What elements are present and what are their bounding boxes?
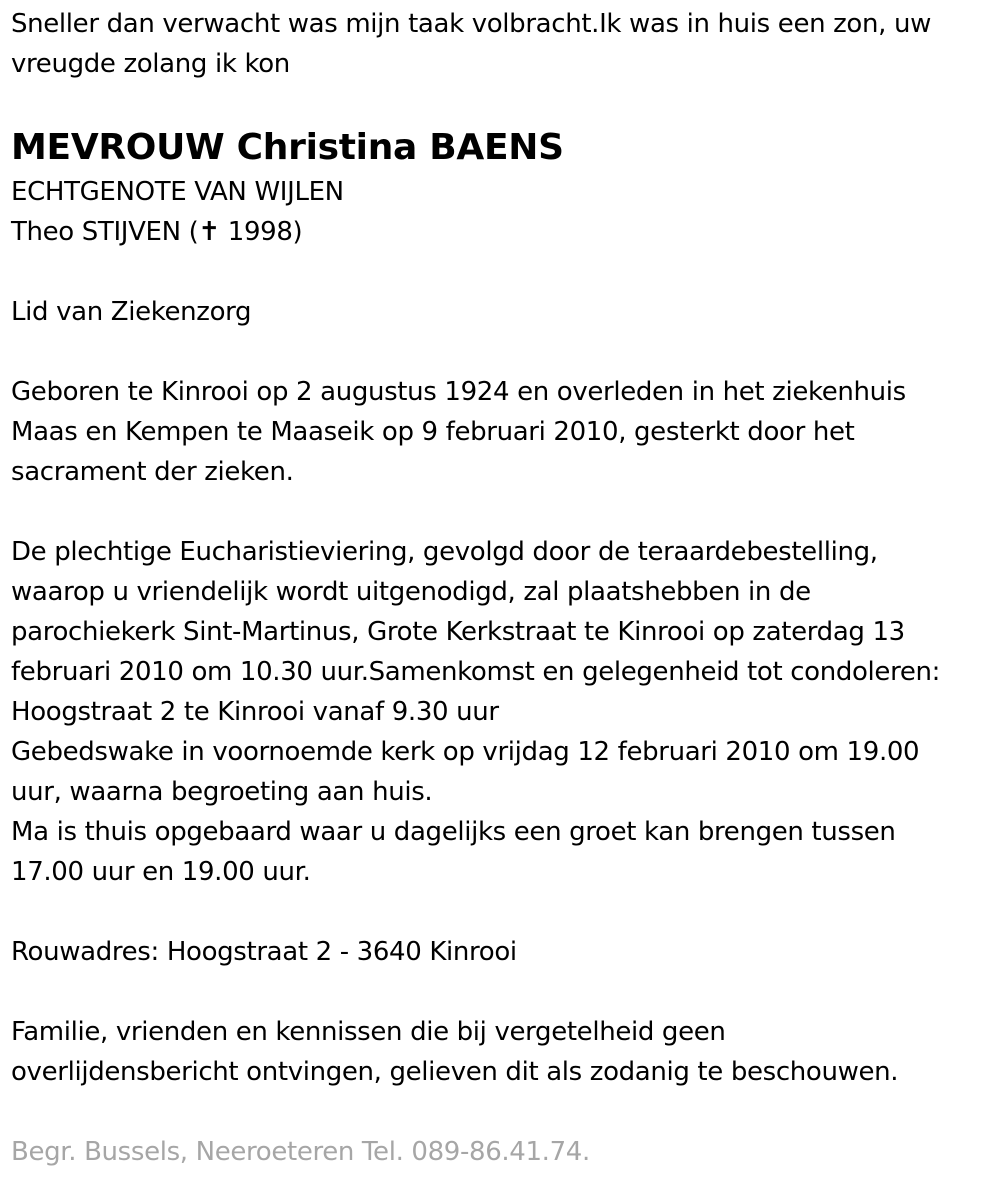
paragraph-line: overlijdensbericht ontvingen, gelieven dit als zodanig te beschouwen.: [11, 1057, 899, 1087]
motto-line: Sneller dan verwacht was mijn taak volbracht.Ik was in huis een zon, uw: [11, 9, 931, 39]
motto: [11, 4, 991, 84]
funeral-director-footer: Begr. Bussels, Neeroeteren Tel. 089-86.41.74.: [11, 1137, 590, 1167]
paragraph-line: Maas en Kempen te Maaseik op 9 februari 2010, gesterkt door het: [11, 417, 855, 447]
deceased-name: MEVROUW Christina BAENS: [11, 127, 564, 168]
paragraph-line: februari 2010 om 10.30 uur.Samenkomst en gelegenheid tot condoleren:: [11, 657, 941, 687]
paragraph-line: sacrament der zieken.: [11, 457, 294, 487]
mourning-address: Rouwadres: Hoogstraat 2 - 3640 Kinrooi: [11, 937, 517, 967]
paragraph-line: Geboren te Kinrooi op 2 augustus 1924 en overleden in het ziekenhuis: [11, 377, 906, 407]
spouse-line-2: Theo STIJVEN (✝ 1998): [11, 217, 303, 247]
paragraph-line: uur, waarna begroeting aan huis.: [11, 777, 433, 807]
paragraph-line: Ma is thuis opgebaard waar u dagelijks een groet kan brengen tussen: [11, 817, 896, 847]
motto-line: vreugde zolang ik kon: [11, 49, 290, 79]
spouse-line-1: ECHTGENOTE VAN WIJLEN: [11, 177, 344, 207]
paragraph-line: parochiekerk Sint-Martinus, Grote Kerkstraat te Kinrooi op zaterdag 13: [11, 617, 905, 647]
paragraph-line: 17.00 uur en 19.00 uur.: [11, 857, 311, 887]
paragraph-line: Familie, vrienden en kennissen die bij vergetelheid geen: [11, 1017, 726, 1047]
ceremony-paragraph: [11, 532, 991, 892]
birth-death-paragraph: [11, 372, 991, 492]
paragraph-line: Hoogstraat 2 te Kinrooi vanaf 9.30 uur: [11, 697, 499, 727]
paragraph-line: De plechtige Eucharistieviering, gevolgd door de teraardebestelling,: [11, 537, 878, 567]
membership: Lid van Ziekenzorg: [11, 297, 252, 327]
obituary-page: [11, 4, 991, 1172]
paragraph-line: waarop u vriendelijk wordt uitgenodigd, zal plaatshebben in de: [11, 577, 811, 607]
notice-paragraph: [11, 1012, 991, 1092]
paragraph-line: Gebedswake in voornoemde kerk op vrijdag 12 februari 2010 om 19.00: [11, 737, 920, 767]
